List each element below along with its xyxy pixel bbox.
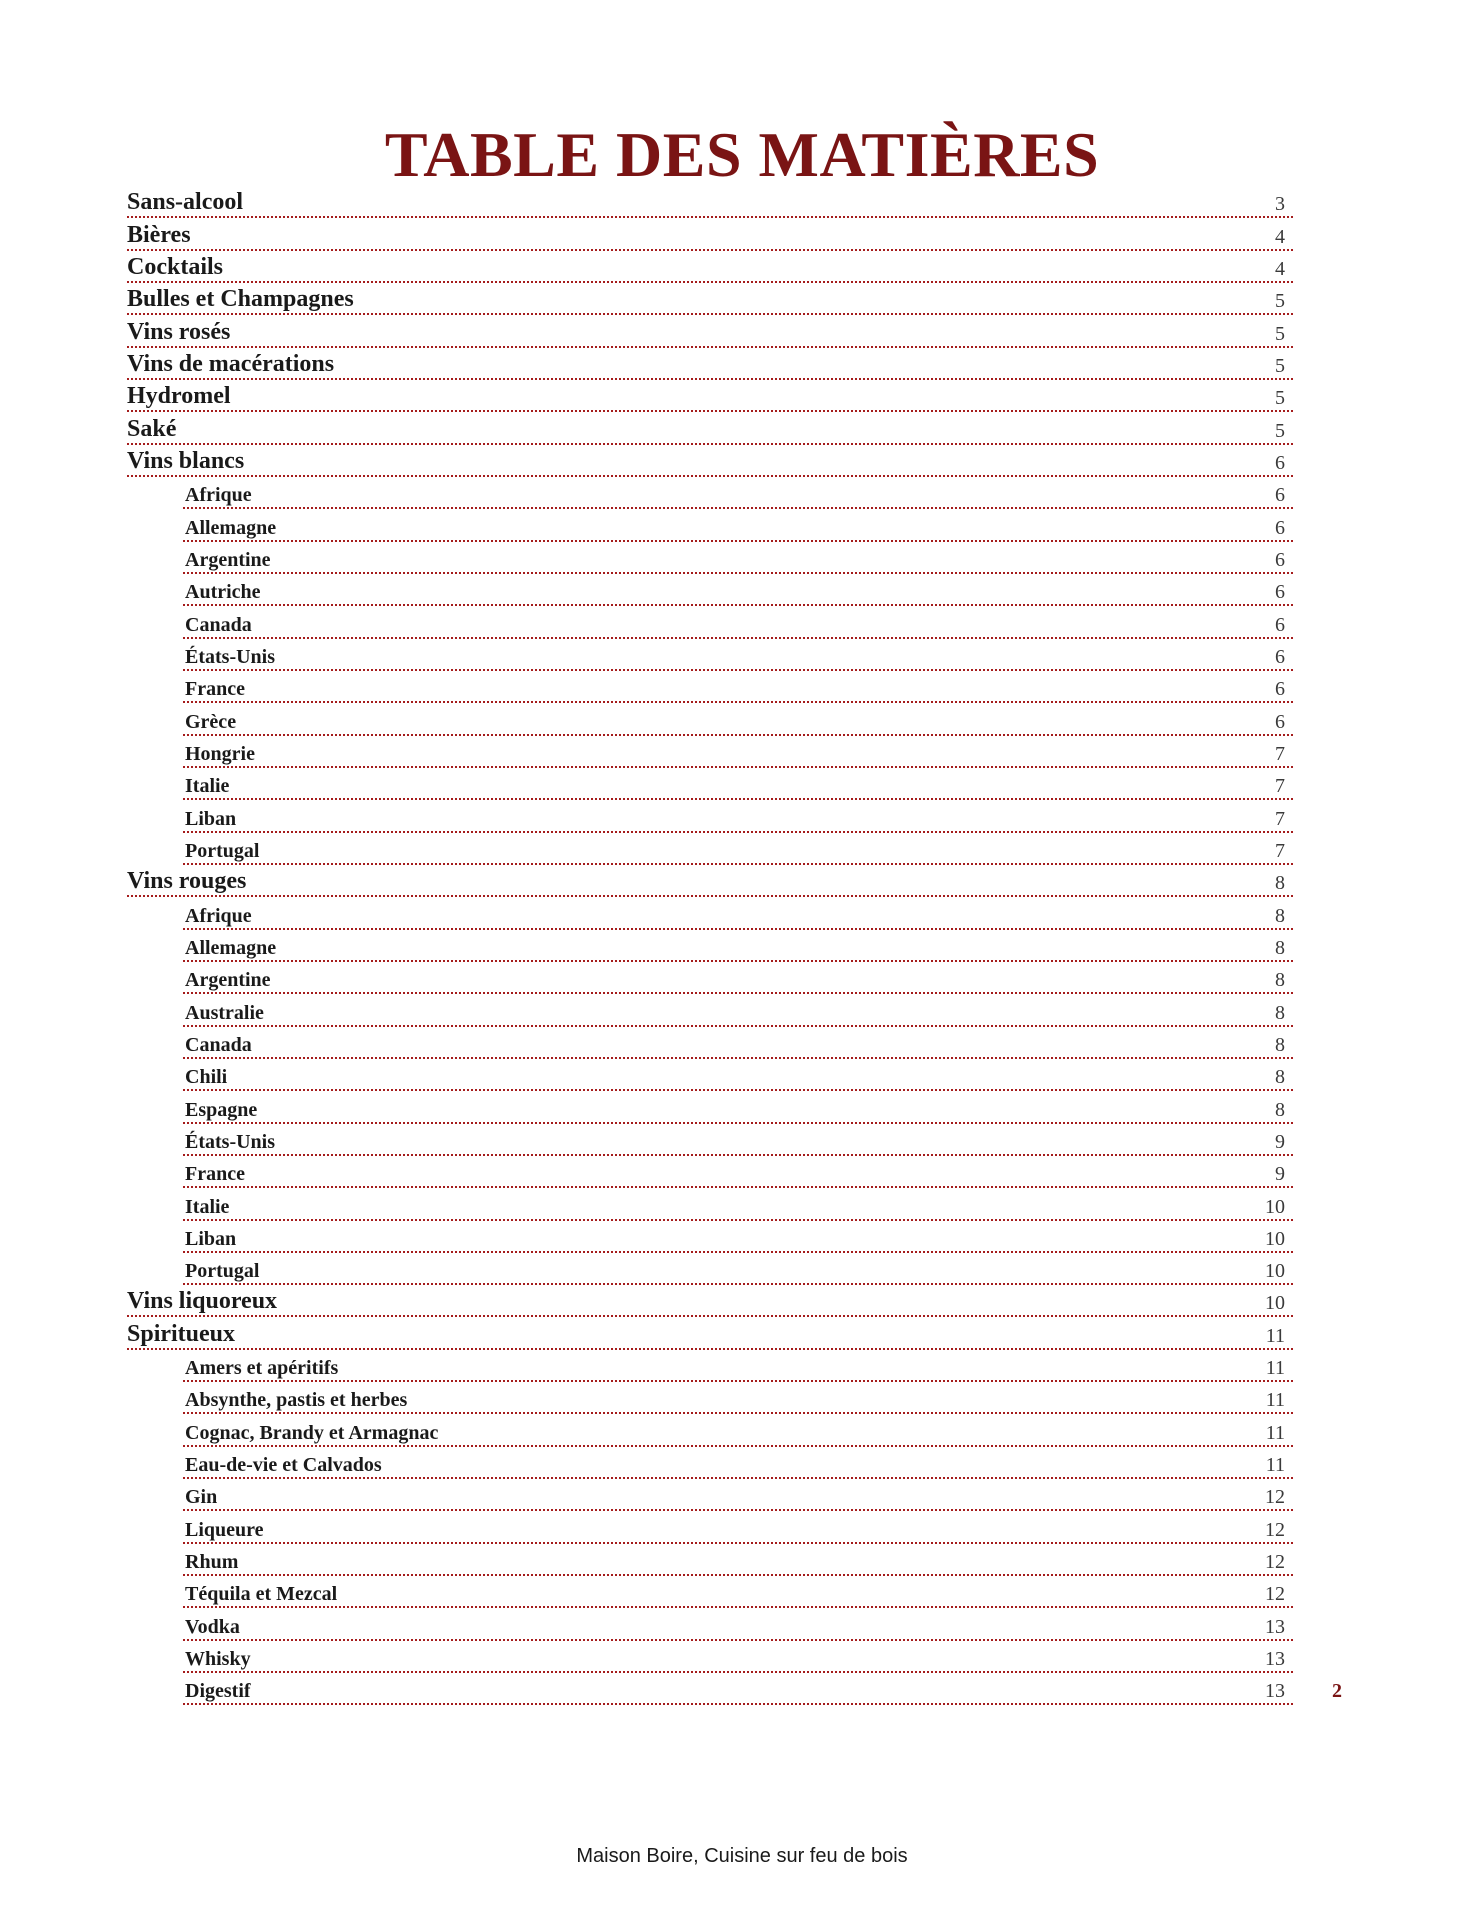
toc-entry-page: 11: [1265, 1389, 1285, 1412]
dotted-leader: [183, 1154, 1293, 1156]
toc-entry-page: 8: [1275, 1033, 1285, 1056]
dotted-leader: [183, 863, 1293, 865]
page-number: 2: [1332, 1680, 1342, 1702]
toc-entry-label: Allemagne: [185, 936, 277, 959]
toc-entry[interactable]: [183, 1515, 1293, 1547]
toc-entry[interactable]: [127, 449, 1293, 481]
toc-entry-label: Portugal: [185, 1260, 260, 1283]
dotted-leader: [183, 1089, 1293, 1091]
toc-entry-page: 9: [1275, 1130, 1285, 1153]
toc-entry[interactable]: [183, 643, 1293, 675]
dotted-leader: [183, 734, 1293, 736]
toc-entry-page: 13: [1265, 1615, 1285, 1638]
dotted-leader: [183, 1477, 1293, 1479]
toc-entry-label: Canada: [185, 1033, 252, 1056]
toc-entry[interactable]: [183, 934, 1293, 966]
toc-entry[interactable]: [127, 352, 1293, 384]
toc-entry-label: Liban: [185, 1227, 237, 1250]
toc-entry-label: États-Unis: [185, 1130, 276, 1153]
toc-entry[interactable]: [183, 1483, 1293, 1515]
toc-entry-page: 7: [1275, 839, 1285, 862]
toc-entry-label: Liqueure: [185, 1518, 264, 1541]
toc-entry-label: Portugal: [185, 839, 260, 862]
toc-entry-page: 12: [1265, 1486, 1285, 1509]
toc-entry-label: Liban: [185, 807, 237, 830]
dotted-leader: [127, 346, 1293, 348]
toc-entry[interactable]: [183, 1645, 1293, 1677]
toc-entry[interactable]: [183, 772, 1293, 804]
toc-entry-label: Argentine: [185, 548, 271, 571]
toc-entry-page: 10: [1265, 1292, 1285, 1315]
dotted-leader: [183, 831, 1293, 833]
toc-entry-page: 12: [1265, 1583, 1285, 1606]
dotted-leader: [183, 1219, 1293, 1221]
dotted-leader: [183, 1283, 1293, 1285]
toc-entry-label: Canada: [185, 613, 252, 636]
toc-entry[interactable]: [183, 1160, 1293, 1192]
toc-entry[interactable]: [183, 1548, 1293, 1580]
toc-entry-label: Italie: [185, 1195, 230, 1218]
dotted-leader: [183, 960, 1293, 962]
toc-entry-page: 8: [1275, 936, 1285, 959]
toc-entry-label: Australie: [185, 1001, 264, 1024]
toc-entry-label: Eau-de-vie et Calvados: [185, 1454, 382, 1477]
toc-entry-label: Cognac, Brandy et Armagnac: [185, 1421, 439, 1444]
toc-entry[interactable]: [183, 546, 1293, 578]
toc-entry-label: Espagne: [185, 1098, 258, 1121]
toc-entry-page: 6: [1275, 678, 1285, 701]
toc-entry[interactable]: [127, 1321, 1293, 1353]
toc-entry-page: 8: [1275, 1098, 1285, 1121]
toc-entry-page: 6: [1275, 451, 1285, 474]
toc-entry[interactable]: [183, 1451, 1293, 1483]
dotted-leader: [183, 1380, 1293, 1382]
toc-entry-page: 4: [1275, 225, 1285, 248]
dotted-leader: [183, 1445, 1293, 1447]
dotted-leader: [183, 507, 1293, 509]
toc-entry-page: 13: [1265, 1648, 1285, 1671]
toc-entry-page: 5: [1275, 387, 1285, 410]
dotted-leader: [183, 1251, 1293, 1253]
toc-entry-label: Cocktails: [127, 253, 223, 280]
toc-entry-page: 8: [1275, 969, 1285, 992]
toc-entry-page: 5: [1275, 419, 1285, 442]
toc-entry-label: Amers et apéritifs: [185, 1357, 339, 1380]
toc-entry-label: Saké: [127, 415, 177, 442]
toc-entry-page: 13: [1265, 1680, 1285, 1703]
dotted-leader: [127, 895, 1293, 897]
dotted-leader: [183, 928, 1293, 930]
toc-entry[interactable]: [127, 319, 1293, 351]
toc-entry-label: Bulles et Champagnes: [127, 286, 354, 313]
dotted-leader: [183, 669, 1293, 671]
toc-entry[interactable]: [183, 804, 1293, 836]
toc-entry[interactable]: [183, 998, 1293, 1030]
toc-entry[interactable]: [183, 901, 1293, 933]
toc-entry-page: 8: [1275, 1066, 1285, 1089]
toc-entry-page: 8: [1275, 872, 1285, 895]
dotted-leader: [183, 1025, 1293, 1027]
toc-entry[interactable]: [127, 1289, 1293, 1321]
toc-entry-page: 6: [1275, 484, 1285, 507]
dotted-leader: [127, 281, 1293, 283]
toc-entry-page: 5: [1275, 354, 1285, 377]
toc-entry-page: 7: [1275, 807, 1285, 830]
toc-entry-label: Vins rouges: [127, 868, 247, 895]
toc-entry-label: Vins de macérations: [127, 350, 335, 377]
toc-entry-page: 8: [1275, 904, 1285, 927]
dotted-leader: [183, 604, 1293, 606]
toc-entry-page: 6: [1275, 548, 1285, 571]
dotted-leader: [183, 1703, 1293, 1705]
toc-entry[interactable]: [127, 222, 1293, 254]
toc-entry[interactable]: [183, 1095, 1293, 1127]
toc-entry-page: 6: [1275, 581, 1285, 604]
toc-entry[interactable]: [183, 1192, 1293, 1224]
toc-entry[interactable]: [183, 1225, 1293, 1257]
toc-entry-page: 7: [1275, 775, 1285, 798]
dotted-leader: [183, 798, 1293, 800]
toc-entry-page: 6: [1275, 613, 1285, 636]
dotted-leader: [127, 249, 1293, 251]
toc-entry-page: 6: [1275, 645, 1285, 668]
toc-entry-label: Spiritueux: [127, 1320, 236, 1347]
toc-entry-label: Afrique: [185, 904, 252, 927]
toc-entry[interactable]: [127, 416, 1293, 448]
toc-entry[interactable]: [127, 255, 1293, 287]
dotted-leader: [183, 572, 1293, 574]
toc-entry-label: Absynthe, pastis et herbes: [185, 1389, 408, 1412]
toc-entry-label: Afrique: [185, 484, 252, 507]
toc-entry[interactable]: [183, 837, 1293, 869]
page-title: TABLE DES MATIÈRES: [384, 119, 1100, 190]
toc-entry-page: 11: [1265, 1324, 1285, 1347]
toc-entry-page: 7: [1275, 742, 1285, 765]
dotted-leader: [183, 1412, 1293, 1414]
toc-entry[interactable]: [183, 610, 1293, 642]
toc-entry-label: Italie: [185, 775, 230, 798]
dotted-leader: [127, 313, 1293, 315]
toc-entry[interactable]: [183, 1063, 1293, 1095]
toc-entry-label: Vins rosés: [127, 318, 231, 345]
dotted-leader: [127, 443, 1293, 445]
dotted-leader: [183, 1574, 1293, 1576]
dotted-leader: [127, 1348, 1293, 1350]
toc-entry-label: Vins liquoreux: [127, 1288, 278, 1315]
toc-entry[interactable]: [183, 1612, 1293, 1644]
toc-entry[interactable]: [127, 384, 1293, 416]
dotted-leader: [127, 475, 1293, 477]
dotted-leader: [127, 216, 1293, 218]
toc-entry-page: 12: [1265, 1551, 1285, 1574]
toc-entry[interactable]: [183, 707, 1293, 739]
table-of-contents: [0, 190, 1484, 1709]
dotted-leader: [183, 1671, 1293, 1673]
dotted-leader: [127, 1315, 1293, 1317]
toc-entry-label: Autriche: [185, 581, 261, 604]
toc-entry-page: 5: [1275, 290, 1285, 313]
toc-entry-label: Vins blancs: [127, 447, 245, 474]
toc-entry[interactable]: [183, 513, 1293, 545]
footer-text: Maison Boire, Cuisine sur feu de bois: [576, 1845, 908, 1867]
toc-entry-page: 11: [1265, 1421, 1285, 1444]
dotted-leader: [183, 1122, 1293, 1124]
toc-entry[interactable]: [127, 190, 1293, 222]
toc-entry-page: 4: [1275, 257, 1285, 280]
dotted-leader: [183, 766, 1293, 768]
toc-entry-label: France: [185, 1163, 245, 1186]
toc-entry-page: 11: [1265, 1454, 1285, 1477]
toc-entry[interactable]: [183, 966, 1293, 998]
toc-entry[interactable]: [183, 1257, 1293, 1289]
toc-entry-label: Whisky: [185, 1648, 251, 1671]
toc-entry[interactable]: [127, 287, 1293, 319]
dotted-leader: [183, 701, 1293, 703]
toc-entry[interactable]: [183, 1354, 1293, 1386]
toc-entry-label: Sans-alcool: [127, 189, 244, 216]
toc-entry[interactable]: [183, 1580, 1293, 1612]
toc-entry-label: Vodka: [185, 1615, 240, 1638]
dotted-leader: [183, 637, 1293, 639]
toc-entry-page: 8: [1275, 1001, 1285, 1024]
toc-entry-page: 6: [1275, 516, 1285, 539]
dotted-leader: [183, 1606, 1293, 1608]
toc-entry-label: Argentine: [185, 969, 271, 992]
dotted-leader: [183, 1542, 1293, 1544]
dotted-leader: [183, 1186, 1293, 1188]
toc-entry-label: Hongrie: [185, 742, 255, 765]
toc-entry-page: 6: [1275, 710, 1285, 733]
toc-entry-page: 10: [1265, 1227, 1285, 1250]
dotted-leader: [183, 1509, 1293, 1511]
dotted-leader: [127, 378, 1293, 380]
toc-entry[interactable]: [183, 1386, 1293, 1418]
toc-entry-label: Hydromel: [127, 383, 231, 410]
dotted-leader: [183, 1639, 1293, 1641]
dotted-leader: [183, 1057, 1293, 1059]
toc-entry[interactable]: [183, 1677, 1293, 1709]
toc-entry-label: Bières: [127, 221, 191, 248]
toc-entry[interactable]: [183, 1418, 1293, 1450]
toc-entry[interactable]: [183, 740, 1293, 772]
toc-entry-label: Rhum: [185, 1551, 239, 1574]
dotted-leader: [127, 410, 1293, 412]
toc-entry-page: 11: [1265, 1357, 1285, 1380]
toc-entry[interactable]: [183, 481, 1293, 513]
toc-entry-label: Chili: [185, 1066, 228, 1089]
toc-entry-label: Grèce: [185, 710, 237, 733]
toc-entry-label: Gin: [185, 1486, 218, 1509]
toc-entry[interactable]: [127, 869, 1293, 901]
toc-entry-page: 9: [1275, 1163, 1285, 1186]
toc-entry[interactable]: [183, 1128, 1293, 1160]
toc-entry-label: Téquila et Mezcal: [185, 1583, 338, 1606]
toc-entry-label: Allemagne: [185, 516, 277, 539]
dotted-leader: [183, 992, 1293, 994]
toc-entry[interactable]: [183, 675, 1293, 707]
toc-entry-page: 10: [1265, 1195, 1285, 1218]
toc-entry-page: 10: [1265, 1260, 1285, 1283]
toc-entry-page: 5: [1275, 322, 1285, 345]
toc-entry[interactable]: [183, 1031, 1293, 1063]
toc-entry[interactable]: [183, 578, 1293, 610]
dotted-leader: [183, 540, 1293, 542]
toc-entry-page: 12: [1265, 1518, 1285, 1541]
toc-entry-label: Digestif: [185, 1680, 251, 1703]
toc-entry-label: États-Unis: [185, 645, 276, 668]
toc-entry-label: France: [185, 678, 245, 701]
toc-entry-page: 3: [1275, 193, 1285, 216]
